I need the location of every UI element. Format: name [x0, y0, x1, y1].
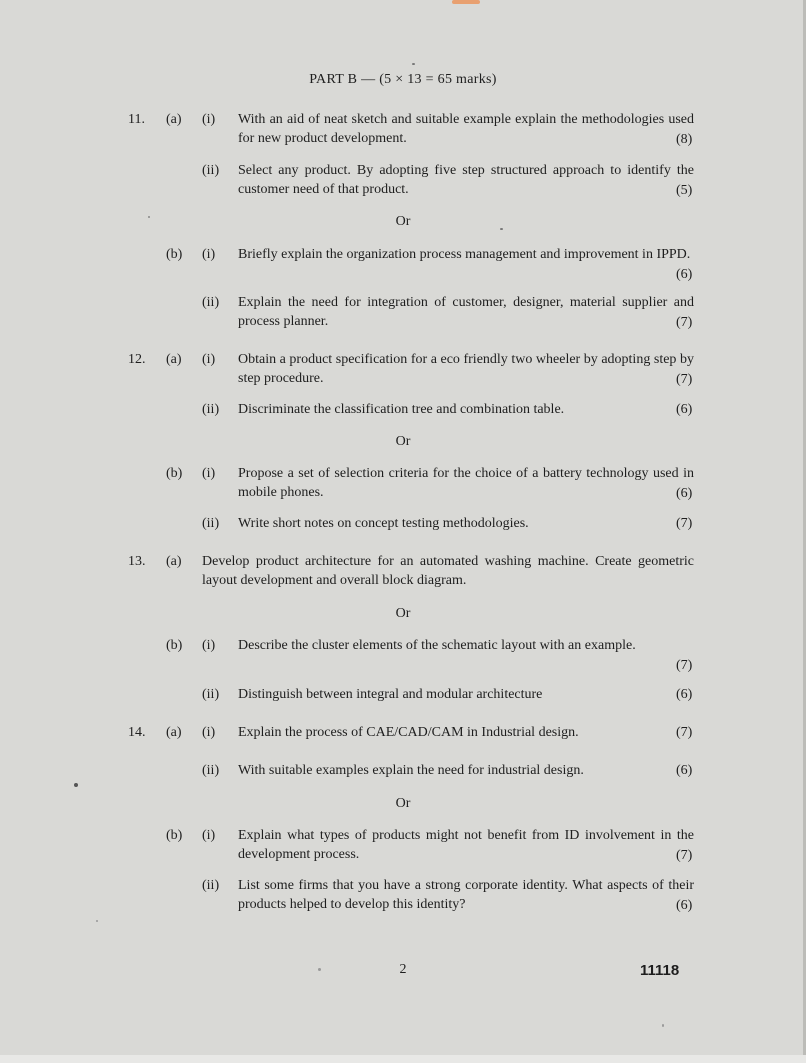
- question-11a-ii: [0, 161, 806, 201]
- question-part: (b): [166, 828, 183, 843]
- scan-speck: [148, 216, 150, 218]
- question-14b-i: [0, 826, 806, 866]
- question-12b-ii: [0, 514, 806, 534]
- paper-code: 11118: [640, 962, 680, 979]
- question-text: With an aid of neat sketch and suitable example explain the methodologies used for new product development.: [238, 112, 694, 146]
- or-separator: Or: [395, 214, 411, 229]
- question-13b-i: [0, 636, 806, 676]
- question-sub: (ii): [202, 878, 220, 893]
- question-marks: (6): [676, 898, 693, 913]
- question-sub: (i): [202, 638, 216, 653]
- question-marks: (6): [676, 687, 693, 702]
- question-text: Discriminate the classification tree and combination table.: [238, 402, 565, 417]
- question-sub: (i): [202, 828, 216, 843]
- question-text: Distinguish between integral and modular architecture: [238, 687, 543, 702]
- question-number: 12.: [128, 352, 146, 367]
- question-marks: (5): [676, 183, 693, 198]
- question-text: Describe the cluster elements of the schematic layout with an example.: [238, 638, 636, 653]
- scan-mark: [452, 0, 480, 4]
- or-separator: Or: [395, 796, 411, 811]
- question-marks: (7): [676, 848, 693, 863]
- question-text: With suitable examples explain the need for industrial design.: [238, 763, 584, 778]
- question-marks: (7): [676, 372, 693, 387]
- question-part: (a): [166, 554, 182, 569]
- question-marks: (6): [676, 402, 693, 417]
- question-sub: (ii): [202, 687, 220, 702]
- question-marks: (7): [676, 516, 693, 531]
- part-heading: PART B — (5 × 13 = 65 marks): [309, 72, 497, 87]
- question-part: (a): [166, 352, 182, 367]
- question-14a-ii: [0, 761, 806, 781]
- question-marks: (7): [676, 658, 693, 673]
- question-text: Propose a set of selection criteria for the choice of a battery technology used in mobile phones.: [238, 466, 694, 500]
- question-sub: (ii): [202, 516, 220, 531]
- question-14a-i: [0, 723, 806, 743]
- question-11b-ii: [0, 293, 806, 333]
- question-marks: (8): [676, 132, 693, 147]
- question-marks: (7): [676, 315, 693, 330]
- page-number: 2: [399, 962, 407, 977]
- question-11a-i: [0, 110, 806, 150]
- scan-speck: [96, 920, 98, 922]
- question-part: (b): [166, 638, 183, 653]
- question-part: (a): [166, 725, 182, 740]
- scan-speck: [74, 783, 78, 787]
- page-bottom-edge: [0, 1055, 806, 1063]
- question-11b-i: [0, 245, 806, 285]
- question-12a-ii: [0, 400, 806, 420]
- question-sub: (i): [202, 725, 216, 740]
- question-sub: (ii): [202, 163, 220, 178]
- question-sub: (ii): [202, 402, 220, 417]
- question-12b-i: [0, 464, 806, 504]
- question-text: Develop product architecture for an automated washing machine. Create geometric layout development and overall block diagram.: [202, 554, 694, 588]
- question-text: Explain the process of CAE/CAD/CAM in Industrial design.: [238, 725, 579, 740]
- question-text: Obtain a product specification for a eco friendly two wheeler by adopting step by step procedure.: [238, 352, 694, 386]
- question-text: Explain the need for integration of customer, designer, material supplier and process planner.: [238, 295, 694, 329]
- question-14b-ii: [0, 876, 806, 916]
- question-text: List some firms that you have a strong corporate identity. What aspects of their products helped to develop this identity?: [238, 878, 694, 912]
- question-sub: (i): [202, 466, 216, 481]
- question-sub: (i): [202, 112, 216, 127]
- question-sub: (ii): [202, 763, 220, 778]
- question-text: Select any product. By adopting five step structured approach to identify the customer need of that product.: [238, 163, 694, 197]
- question-marks: (7): [676, 725, 693, 740]
- question-number: 11.: [128, 112, 145, 127]
- question-number: 13.: [128, 554, 146, 569]
- question-12a-i: [0, 350, 806, 390]
- question-part: (b): [166, 247, 183, 262]
- question-text: Briefly explain the organization process management and improvement in IPPD.: [238, 247, 691, 262]
- question-part: (a): [166, 112, 182, 127]
- question-13b-ii: [0, 685, 806, 705]
- question-marks: (6): [676, 486, 693, 501]
- scan-speck: [318, 968, 321, 971]
- scan-speck: [662, 1024, 664, 1027]
- scan-speck: [500, 228, 503, 230]
- question-marks: (6): [676, 763, 693, 778]
- or-separator: Or: [395, 434, 411, 449]
- question-sub: (i): [202, 352, 216, 367]
- question-sub: (i): [202, 247, 216, 262]
- question-13a: [0, 552, 806, 592]
- question-number: 14.: [128, 725, 146, 740]
- question-part: (b): [166, 466, 183, 481]
- scan-speck: [412, 63, 415, 65]
- question-text: Explain what types of products might not benefit from ID involvement in the development process.: [238, 828, 694, 862]
- question-sub: (ii): [202, 295, 220, 310]
- question-text: Write short notes on concept testing methodologies.: [238, 516, 529, 531]
- question-marks: (6): [676, 267, 693, 282]
- or-separator: Or: [395, 606, 411, 621]
